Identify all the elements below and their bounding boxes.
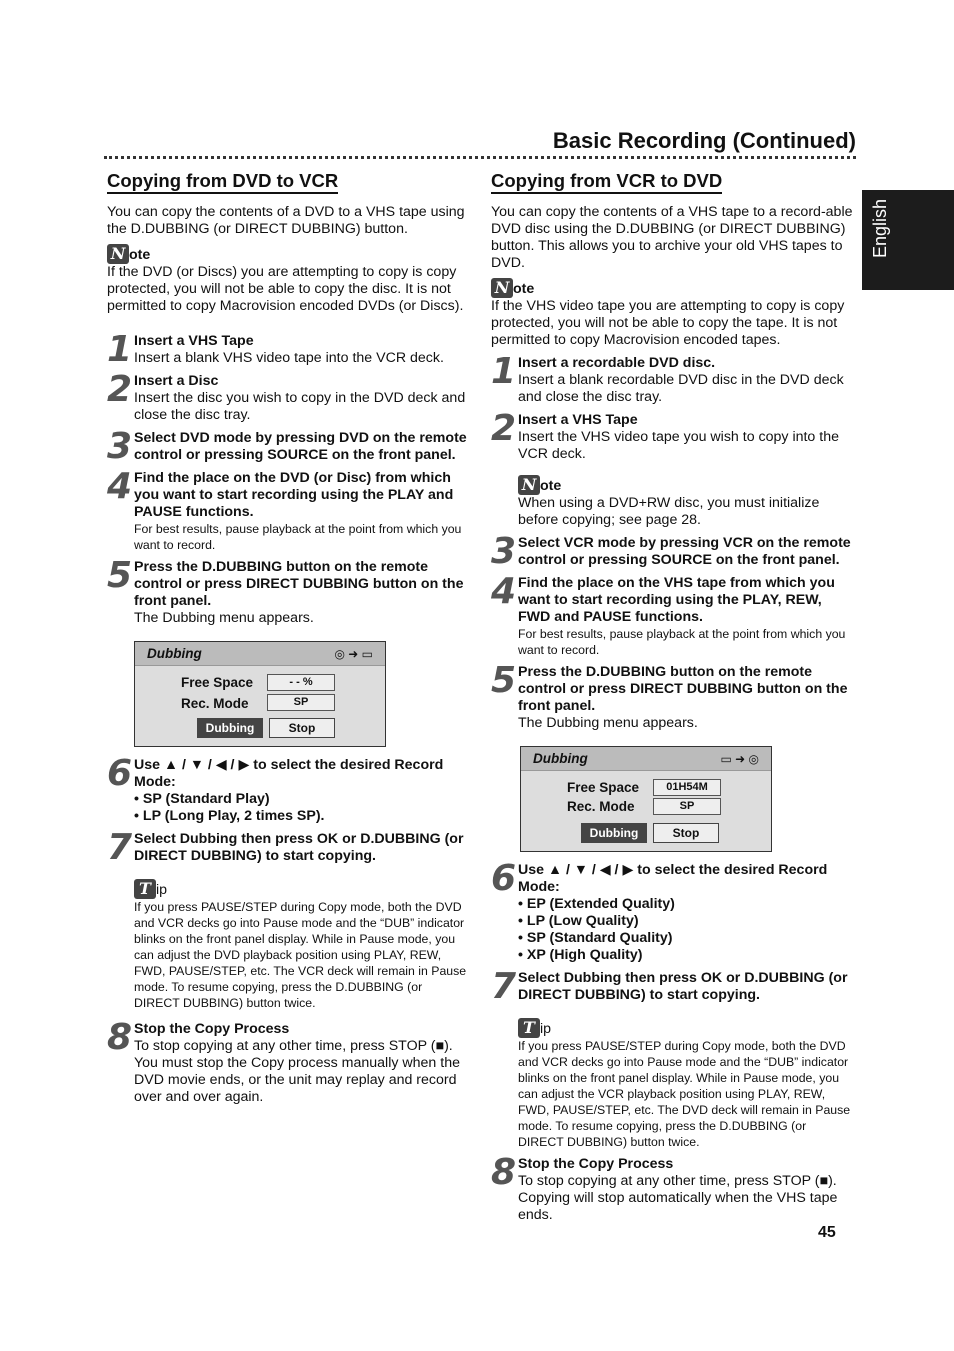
step-number: 5 [491,660,517,701]
rec-mode-value[interactable]: SP [653,798,721,815]
step-title: Find the place on the VHS tape from which you want to start recording using the PLAY, REW, FWD and PAUSE functions. [518,575,835,625]
menu-title: Dubbing [147,646,202,661]
step-title: Select Dubbing then press OK or D.DUBBING (or DIRECT DUBBING) to start copying. [134,831,464,864]
step-title: Use ▲ / ▼ / ◀ / ▶ to select the desired Record Mode: [518,862,828,895]
section-heading-dvd-to-vcr: Copying from DVD to VCR [107,172,338,194]
step-1 [491,351,853,406]
step-5 [491,660,853,852]
step-4 [107,466,469,553]
step-body: To stop copying at any other time, press STOP (■). You must stop the Copy process manually when the DVD movie ends, or the unit may replay and record over and over again. [134,1038,460,1105]
step-body: Insert the VHS video tape you wish to copy into the VCR deck. [518,429,839,462]
tip-box [107,879,469,1011]
step-number: 6 [491,858,517,899]
dvd-to-vcr-icon: ◎ ➜ ▭ [334,647,373,661]
tip-icon: T [134,879,156,899]
tip-box [491,1018,853,1150]
step-title: Press the D.DUBBING button on the remote control or press DIRECT DUBBING button on the front panel. [518,664,848,714]
step-5 [107,555,469,747]
rec-mode-label: Rec. Mode [181,696,249,711]
mode-option: • SP (Standard Quality) [518,930,673,946]
dubbing-menu [134,641,386,747]
mode-option: • LP (Low Quality) [518,913,639,929]
step-number: 3 [107,426,133,467]
step-7 [107,827,469,868]
rec-mode-label: Rec. Mode [567,799,635,814]
language-tab-label: English [870,198,890,258]
note-box [107,244,469,315]
step-4 [491,571,853,658]
step-body: Insert a blank VHS video tape into the VCR deck. [134,350,444,366]
step-number: 3 [491,531,517,572]
step-title: Insert a Disc [134,373,219,389]
dubbing-button[interactable]: Dubbing [581,823,647,843]
tip-icon: T [518,1018,540,1038]
step-body: Insert the disc you wish to copy in the DVD deck and close the disc tray. [134,390,466,423]
free-space-label: Free Space [567,780,640,795]
tip-text: If you press PAUSE/STEP during Copy mode, both the DVD and VCR decks go into Pause mode and the “DUB” indicator blinks on the front panel display. While in Pause mode, you can adjust the DVD playback position using PLAY, REW, FWD, PAUSE/STEP, etc. The VCR deck will remain in Pause mode. To resume copying, press the D.DUBBING (or DIRECT DUBBING) button twice. [134,900,467,1010]
step-number: 4 [491,571,517,612]
note-label: ote [540,478,562,494]
step-number: 1 [107,329,133,370]
note-label: ote [513,281,535,297]
note-text: If the VHS video tape you are attempting to copy is copy protected, you will not be able to copy the tape. It is not permitted to copy Macrovision encoded tapes. [491,298,845,348]
vcr-to-dvd-icon: ▭ ➜ ◎ [720,752,759,766]
step-number: 4 [107,466,133,507]
rec-mode-value[interactable]: SP [267,694,335,711]
title-divider [104,156,856,159]
intro-text: You can copy the contents of a VHS tape to a record-able DVD disc using the D.DUBBING (or DIRECT DUBBING) button. This allows you to archive your old VHS tapes to DVD. [491,204,853,271]
step-title: Insert a recordable DVD disc. [518,355,716,371]
note-box [491,278,853,349]
dubbing-button[interactable]: Dubbing [197,718,263,738]
intro-text: You can copy the contents of a DVD to a VHS tape using the D.DUBBING (or DIRECT DUBBING) button. [107,204,465,237]
step-title: Insert a VHS Tape [518,412,638,428]
section-heading-vcr-to-dvd: Copying from VCR to DVD [491,172,722,194]
note-label: ote [129,247,151,263]
language-tab [862,190,954,290]
left-column [107,172,469,1106]
free-space-value: - - % [267,674,335,691]
note-icon: N [518,475,540,495]
step-number: 1 [491,351,517,392]
step-number: 2 [107,369,133,410]
step-title: Select Dubbing then press OK or D.DUBBING (or DIRECT DUBBING) to start copying. [518,970,848,1003]
step-number: 2 [491,408,517,449]
step-2 [491,408,853,463]
mode-option: • SP (Standard Play) [134,791,270,807]
tip-label: ip [156,882,168,898]
mode-option: • XP (High Quality) [518,947,643,963]
step-number: 8 [107,1017,133,1058]
stop-button[interactable]: Stop [653,823,719,843]
step-body: Insert a blank recordable DVD disc in the DVD deck and close the disc tray. [518,372,844,405]
step-title: Use ▲ / ▼ / ◀ / ▶ to select the desired Record Mode: [134,757,444,790]
step-1 [107,329,469,370]
note-icon: N [107,244,129,264]
step-number: 5 [107,555,133,596]
step-title: Stop the Copy Process [518,1156,674,1172]
menu-header [135,642,385,666]
step-title: Stop the Copy Process [134,1021,290,1037]
dubbing-menu [520,746,772,852]
step-body: For best results, pause playback at the point from which you want to record. [518,627,846,657]
note-text: If the DVD (or Discs) you are attempting to copy is copy protected, you will not be able to copy the disc. It is not permitted to copy Macrovision encoded DVDs (or Discs). [107,264,464,314]
menu-title: Dubbing [533,751,588,766]
step-title: Find the place on the DVD (or Disc) from which you want to start recording using the PLAY and PAUSE functions. [134,470,454,520]
step-number: 8 [491,1152,517,1193]
step-title: Insert a VHS Tape [134,333,254,349]
note-text: When using a DVD+RW disc, you must initialize before copying; see page 28. [518,495,820,528]
page-number: 45 [818,1224,836,1241]
step-body: For best results, pause playback at the point from which you want to record. [134,522,462,552]
step-3 [107,426,469,467]
tip-text: If you press PAUSE/STEP during Copy mode, both the DVD and VCR decks go into Pause mode and the “DUB” indicator blinks on the front panel display. While in Pause mode, you can adjust the VCR playback position using PLAY, REW, FWD, PAUSE/STEP, etc. The DVD deck will remain in Pause mode. To resume copying, press the D.DUBBING (or DIRECT DUBBING) button twice. [518,1039,851,1149]
tip-label: ip [540,1021,552,1037]
step-body: To stop copying at any other time, press STOP (■). Copying will stop automatically when the VHS tape ends. [518,1173,838,1223]
step-3 [491,531,853,572]
mode-option: • EP (Extended Quality) [518,896,675,912]
step-6 [107,753,469,825]
page-title: Basic Recording (Continued) [552,128,856,153]
step-number: 6 [107,753,133,794]
right-column [491,172,853,1224]
step-8 [107,1017,469,1106]
step-number: 7 [491,966,517,1007]
step-title: Select VCR mode by pressing VCR on the remote control or pressing SOURCE on the front panel. [518,535,851,568]
step-number: 7 [107,827,133,868]
note-box-2 [491,475,853,529]
stop-button[interactable]: Stop [269,718,335,738]
step-8 [491,1152,853,1224]
step-2 [107,369,469,424]
step-body: The Dubbing menu appears. [518,715,698,731]
menu-header [521,747,771,771]
free-space-value: 01H54M [653,779,721,796]
step-7 [491,966,853,1007]
step-title: Press the D.DUBBING button on the remote control or press DIRECT DUBBING button on the front panel. [134,559,464,609]
mode-option: • LP (Long Play, 2 times SP). [134,808,325,824]
step-6 [491,858,853,964]
step-body: The Dubbing menu appears. [134,610,314,626]
note-icon: N [491,278,513,298]
free-space-label: Free Space [181,675,254,690]
step-title: Select DVD mode by pressing DVD on the remote control or pressing SOURCE on the front panel. [134,430,467,463]
